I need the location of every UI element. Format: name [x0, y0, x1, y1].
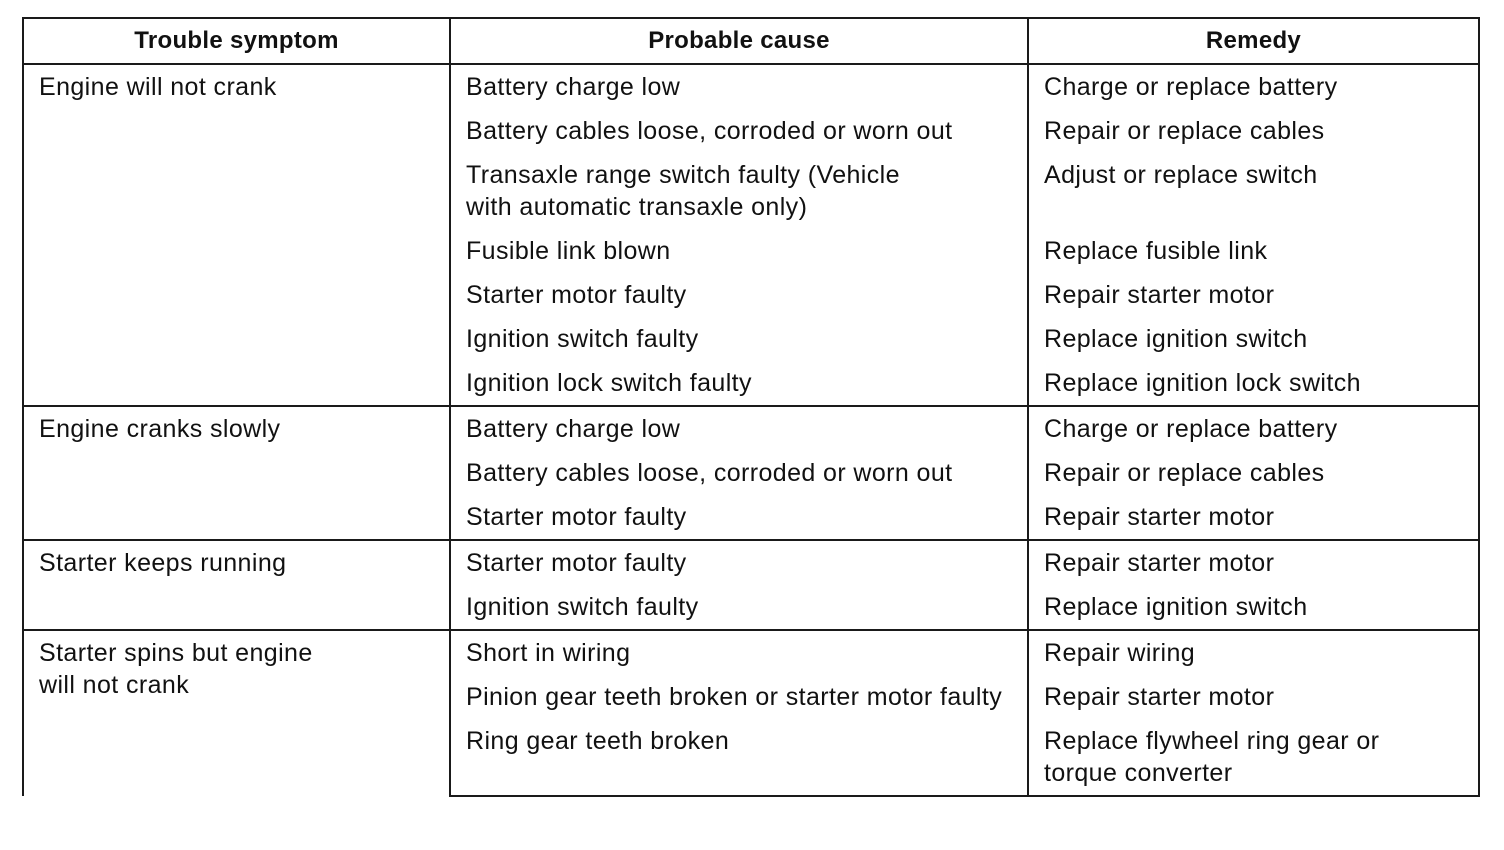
- trouble-symptom-text: Starter spins but engine will not crank: [39, 639, 313, 699]
- remedy-cell: [1028, 317, 1479, 361]
- probable-cause-cell: [450, 719, 1028, 796]
- remedy-text: Adjust or replace switch: [1044, 161, 1318, 189]
- remedy-cell: [1028, 540, 1479, 585]
- probable-cause-text: Battery cables loose, corroded or worn out: [466, 117, 953, 145]
- remedy-text: Charge or replace battery: [1044, 73, 1338, 101]
- remedy-text: Charge or replace battery: [1044, 415, 1338, 443]
- remedy-cell: [1028, 675, 1479, 719]
- table-row: [23, 630, 1479, 675]
- remedy-cell: [1028, 273, 1479, 317]
- probable-cause-text: Transaxle range switch faulty (Vehicle with automatic transaxle only): [466, 161, 900, 221]
- header-remedy: Remedy: [1028, 18, 1479, 64]
- remedy-cell: [1028, 361, 1479, 406]
- trouble-symptom-cell: [23, 64, 450, 406]
- remedy-text: Replace ignition switch: [1044, 325, 1308, 353]
- probable-cause-text: Ignition lock switch faulty: [466, 369, 752, 397]
- probable-cause-cell: [450, 153, 1028, 229]
- probable-cause-cell: [450, 229, 1028, 273]
- trouble-symptom-text: Engine cranks slowly: [39, 415, 281, 443]
- trouble-symptom-text: Engine will not crank: [39, 73, 277, 101]
- header-row: [23, 18, 1479, 64]
- probable-cause-text: Ignition switch faulty: [466, 325, 699, 353]
- probable-cause-text: Battery charge low: [466, 73, 681, 101]
- probable-cause-text: Short in wiring: [466, 639, 631, 667]
- remedy-cell: [1028, 495, 1479, 540]
- probable-cause-cell: [450, 361, 1028, 406]
- table-row: [23, 64, 1479, 109]
- probable-cause-cell: [450, 273, 1028, 317]
- remedy-text: Repair or replace cables: [1044, 117, 1325, 145]
- probable-cause-cell: [450, 406, 1028, 451]
- troubleshooting-table: [22, 17, 1480, 797]
- remedy-text: Repair starter motor: [1044, 549, 1275, 577]
- probable-cause-text: Battery cables loose, corroded or worn out: [466, 459, 953, 487]
- probable-cause-text: Starter motor faulty: [466, 503, 687, 531]
- probable-cause-cell: [450, 675, 1028, 719]
- remedy-cell: [1028, 451, 1479, 495]
- remedy-cell: [1028, 109, 1479, 153]
- remedy-cell: [1028, 406, 1479, 451]
- probable-cause-cell: [450, 109, 1028, 153]
- header-probable-cause: Probable cause: [450, 18, 1028, 64]
- trouble-symptom-text: Starter keeps running: [39, 549, 287, 577]
- probable-cause-text: Starter motor faulty: [466, 281, 687, 309]
- remedy-text: Repair starter motor: [1044, 281, 1275, 309]
- probable-cause-cell: [450, 630, 1028, 675]
- trouble-symptom-cell: [23, 406, 450, 540]
- probable-cause-text: Battery charge low: [466, 415, 681, 443]
- table-body: [23, 64, 1479, 796]
- probable-cause-cell: [450, 451, 1028, 495]
- remedy-cell: [1028, 719, 1479, 796]
- remedy-cell: [1028, 64, 1479, 109]
- probable-cause-cell: [450, 495, 1028, 540]
- probable-cause-text: Ignition switch faulty: [466, 593, 699, 621]
- trouble-symptom-cell: [23, 630, 450, 796]
- probable-cause-cell: [450, 64, 1028, 109]
- remedy-text: Replace ignition lock switch: [1044, 369, 1361, 397]
- remedy-cell: [1028, 229, 1479, 273]
- probable-cause-text: Pinion gear teeth broken or starter motor faulty: [466, 683, 1003, 711]
- remedy-text: Replace flywheel ring gear or torque converter: [1044, 727, 1380, 787]
- probable-cause-cell: [450, 317, 1028, 361]
- remedy-text: Repair or replace cables: [1044, 459, 1325, 487]
- table-row: [23, 540, 1479, 585]
- remedy-cell: [1028, 630, 1479, 675]
- probable-cause-cell: [450, 585, 1028, 630]
- trouble-symptom-cell: [23, 540, 450, 630]
- probable-cause-text: Ring gear teeth broken: [466, 727, 730, 755]
- probable-cause-text: Starter motor faulty: [466, 549, 687, 577]
- table-row: [23, 406, 1479, 451]
- remedy-cell: [1028, 153, 1479, 229]
- remedy-cell: [1028, 585, 1479, 630]
- remedy-text: Repair starter motor: [1044, 503, 1275, 531]
- remedy-text: Replace fusible link: [1044, 237, 1268, 265]
- remedy-text: Repair wiring: [1044, 639, 1196, 667]
- probable-cause-cell: [450, 540, 1028, 585]
- remedy-text: Replace ignition switch: [1044, 593, 1308, 621]
- header-trouble-symptom: Trouble symptom: [23, 18, 450, 64]
- remedy-text: Repair starter motor: [1044, 683, 1275, 711]
- probable-cause-text: Fusible link blown: [466, 237, 671, 265]
